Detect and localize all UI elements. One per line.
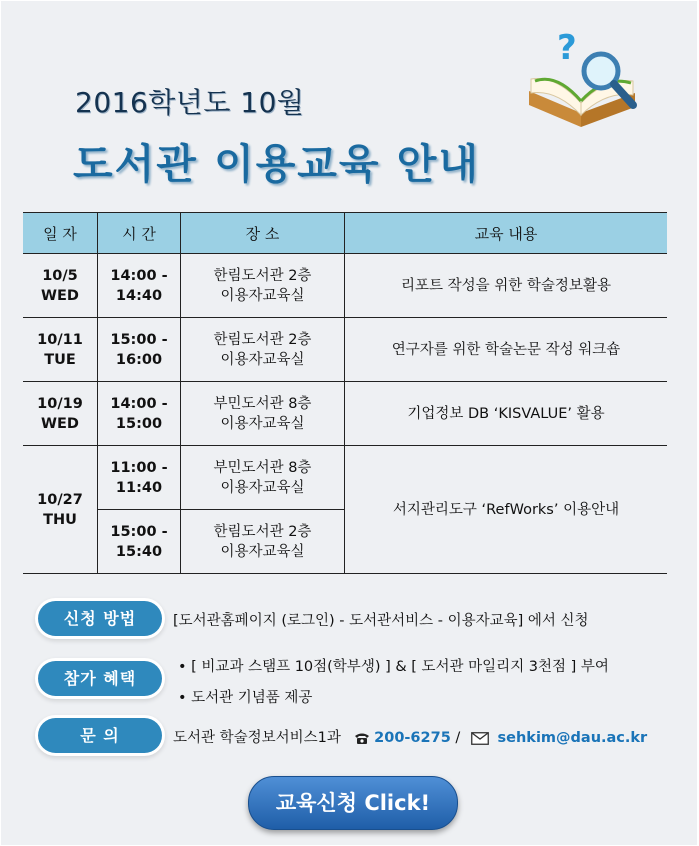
date-cell <box>23 318 98 382</box>
contact-badge: 문 의 <box>38 718 162 753</box>
date-day: 10/27 <box>37 491 83 508</box>
contact-separator: / <box>455 730 461 746</box>
date-cell <box>23 254 98 318</box>
date-cell <box>23 446 98 574</box>
table-header-row <box>23 213 667 254</box>
table-row <box>23 318 667 382</box>
header-time: 시 간 <box>98 213 181 254</box>
content-cell: 서지관리도구 ‘RefWorks’ 이용안내 <box>345 446 668 574</box>
svg-text:?: ? <box>557 31 577 68</box>
contact-email[interactable]: sehkim@dau.ac.kr <box>497 730 648 746</box>
place-cell <box>181 254 345 318</box>
time-start: 11:00 - <box>110 459 168 476</box>
phone-icon <box>354 731 370 745</box>
place-building: 한림도서관 2층 <box>213 523 312 540</box>
place-cell <box>181 510 345 574</box>
schedule-table <box>23 212 667 574</box>
page-title: 도서관 이용교육 안내 <box>73 140 481 188</box>
mail-icon <box>471 732 489 745</box>
time-end: 15:40 <box>115 543 163 560</box>
contact-phone[interactable]: 200-6275 <box>374 730 451 746</box>
date-cell <box>23 382 98 446</box>
time-end: 14:40 <box>115 287 163 304</box>
place-room: 이용자교육실 <box>220 351 305 368</box>
place-room: 이용자교육실 <box>220 543 305 560</box>
benefit-item: • 도서관 기념품 제공 <box>178 690 313 706</box>
benefit-item: • [ 비교과 스탬프 10점(학부생) ] & [ 도서관 마일리지 3천점 ] 부여 <box>178 659 609 675</box>
content-cell: 기업정보 DB ‘KISVALUE’ 활용 <box>345 382 668 446</box>
benefit-badge: 참가 혜택 <box>38 661 162 696</box>
place-cell <box>181 446 345 510</box>
content-panel <box>1 1 697 845</box>
time-cell <box>98 318 181 382</box>
header-content: 교육 내용 <box>345 213 668 254</box>
time-start: 15:00 - <box>110 331 168 348</box>
place-building: 부민도서관 8층 <box>213 395 312 412</box>
header-place: 장 소 <box>181 213 345 254</box>
contact-dept: 도서관 학술정보서비스1과 <box>173 730 341 746</box>
apply-education-button[interactable]: 교육신청 Click! <box>248 776 458 830</box>
place-building: 부민도서관 8층 <box>213 459 312 476</box>
time-cell <box>98 382 181 446</box>
apply-method-badge: 신청 방법 <box>38 601 162 636</box>
time-end: 11:40 <box>115 479 163 496</box>
date-day: 10/19 <box>37 395 83 412</box>
time-end: 16:00 <box>115 351 163 368</box>
date-weekday: WED <box>41 287 79 304</box>
time-start: 14:00 - <box>110 267 168 284</box>
header-date: 일 자 <box>23 213 98 254</box>
table-row <box>23 446 667 510</box>
place-room: 이용자교육실 <box>220 287 305 304</box>
date-day: 10/5 <box>42 267 78 284</box>
content-cell: 리포트 작성을 위한 학술정보활용 <box>345 254 668 318</box>
content-cell: 연구자를 위한 학술논문 작성 워크숍 <box>345 318 668 382</box>
date-weekday: THU <box>43 511 77 528</box>
date-day: 10/11 <box>37 331 83 348</box>
date-weekday: WED <box>41 415 79 432</box>
place-room: 이용자교육실 <box>220 415 305 432</box>
time-start: 14:00 - <box>110 395 168 412</box>
date-weekday: TUE <box>44 351 76 368</box>
place-cell <box>181 382 345 446</box>
time-end: 15:00 <box>115 415 163 432</box>
apply-method-text: [도서관홈페이지 (로그인) - 도서관서비스 - 이용자교육] 에서 신청 <box>173 613 589 629</box>
place-room: 이용자교육실 <box>220 479 305 496</box>
time-start: 15:00 - <box>110 523 168 540</box>
time-cell <box>98 446 181 510</box>
table-row <box>23 382 667 446</box>
page-subtitle: 2016학년도 10월 <box>75 86 305 119</box>
table-row <box>23 254 667 318</box>
place-cell <box>181 318 345 382</box>
place-building: 한림도서관 2층 <box>213 331 312 348</box>
contact-info <box>173 726 647 747</box>
time-cell <box>98 254 181 318</box>
time-cell <box>98 510 181 574</box>
book-magnifier-icon <box>521 31 649 131</box>
place-building: 한림도서관 2층 <box>213 267 312 284</box>
